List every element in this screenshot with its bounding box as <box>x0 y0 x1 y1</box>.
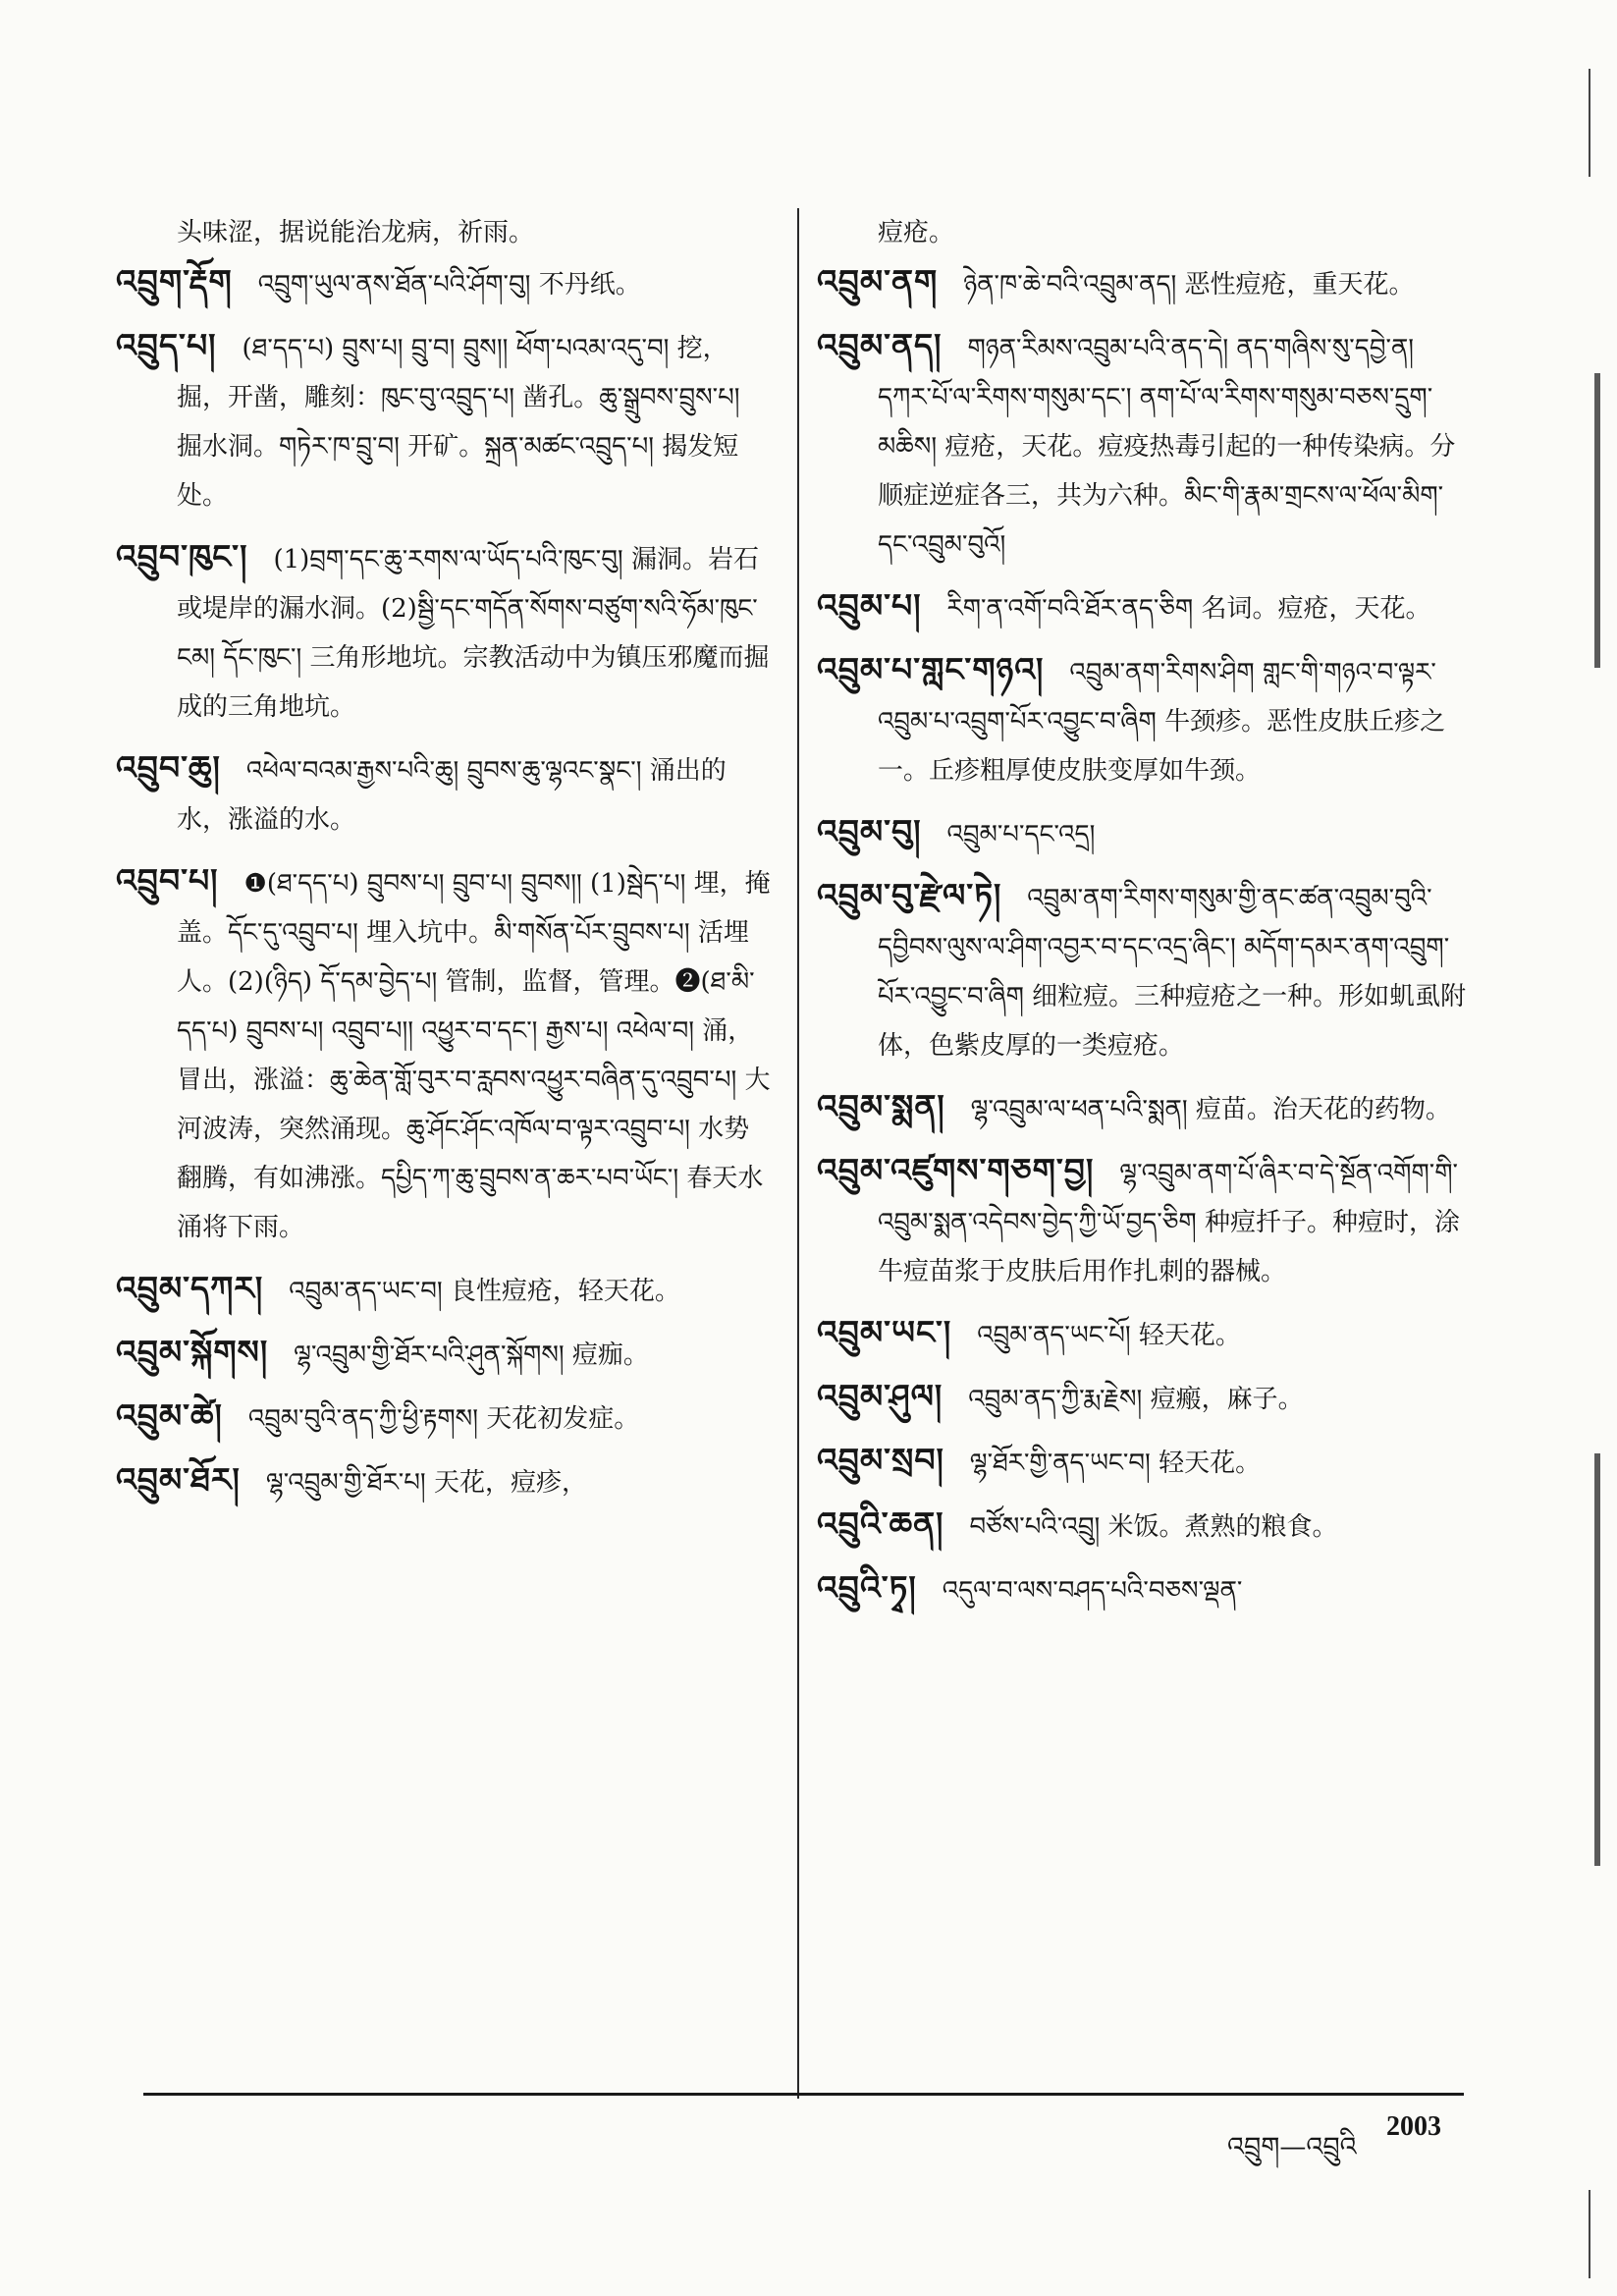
headword: འབྲུམ་འཛུགས་གཅག་བྱ། <box>817 1151 1095 1189</box>
definition: འབྲུམ་ནད་ཀྱི་རྨ་རྗེས། 痘瘢，麻子。 <box>968 1385 1304 1414</box>
scan-edge-mark <box>1594 373 1600 668</box>
page-number: 2003 <box>1386 2111 1441 2142</box>
column-divider <box>797 208 799 2099</box>
scan-edge-mark <box>1589 69 1590 177</box>
definition: ཉེན་ཁ་ཆེ་བའི་འབྲུམ་ནད། 恶性痘疮，重天花。 <box>963 270 1415 300</box>
definition: འབྲུམ་ནད་ཡང་པོ། 轻天花。 <box>977 1321 1241 1350</box>
definition: འབྲུམ་ནག་རིགས་ཤིག གླང་གི་གཉའ་བ་ལྟར་འབྲུམ་པ་འབྲུག་པོར་འབྱུང་བ་ཞིག 牛颈疹。恶性皮肤丘疹之一。丘疹粗厚使皮肤变厚如牛颈。 <box>878 658 1446 786</box>
dictionary-entry <box>116 321 772 520</box>
dictionary-entry <box>116 257 772 309</box>
definition: འབྲུག་ཡུལ་ནས་ཐོན་པའི་ཤོག་བུ། 不丹纸。 <box>257 270 641 300</box>
definition: གཉན་རིམས་འབྲུམ་པའི་ནད་དེ། ནད་གཞིས་སུ་དབྱེ་ན། དཀར་པོ་ལ་རིགས་གསུམ་དང་། ནག་པོ་ལ་རིགས་གསུམ་བཅས་དྲུག་མཆིས། 痘疮，天花。痘疫热毒引起的一种传染病。分顺症逆症各三，共为六种。མིང་གི་རྣམ་གྲངས་ལ་ཕོལ་མིག་དང་འབྲུམ་བུའོ། <box>878 334 1456 560</box>
definition: ལྷ་འབྲུམ་གྱི་ཐོར་པ། 天花，痘疹， <box>265 1468 587 1498</box>
definition: འབྲུམ་པ་དང་འདྲ། <box>946 820 1096 849</box>
dictionary-entry <box>817 645 1473 795</box>
headword: འབྲུམ་ཐོར། <box>116 1460 241 1499</box>
dictionary-entry <box>817 257 1473 309</box>
continuation-text: 头味涩，据说能治龙病，祈雨。 <box>177 218 535 247</box>
running-head: འབྲུག—འབྲུའི <box>1227 2132 1357 2162</box>
headword: འབྲུམ་ཡང་། <box>817 1313 952 1351</box>
footer-rule <box>143 2093 1464 2096</box>
definition: བཙོས་པའི་འབྲུ། 米饭。煮熟的粮食。 <box>969 1512 1338 1542</box>
definition: རིག་ན་འགོ་བའི་ཐོར་ནད་ཅིག 名词。痘疮，天花。 <box>946 594 1431 624</box>
dictionary-entry <box>817 581 1473 633</box>
definition: འདུལ་བ་ལས་བཤད་པའི་བཅས་ལྡན་ <box>942 1576 1243 1606</box>
headword: འབྲུམ་ཚེ། <box>116 1396 223 1435</box>
headword: འབྲུམ་བུ། <box>817 812 922 850</box>
headword: འབྲུབ་པ། <box>116 861 219 900</box>
definition: (ཐ་དད་པ) བྲུས་པ། བྲུ་བ། བྲུས།། ཕོག་པའམ་འདུ་བ། 挖，掘，开凿，雕刻：ཁུང་བུ་འབྲུད་པ། 凿孔。ཆུ་སྒྲུབས་བྲུས་པ། 掘水洞。གཏེར་ཁ་བྲུ་བ། 开矿。སྐྲན་མཚང་འབྲུད་པ། 揭发短处。 <box>177 334 740 511</box>
headword: འབྲུམ་སྲབ། <box>817 1441 944 1479</box>
definition: འབྲུམ་ནད་ཡང་བ། 良性痘疮，轻天花。 <box>289 1277 680 1306</box>
dictionary-entry <box>817 1308 1473 1360</box>
dictionary-entry <box>116 1392 772 1444</box>
headword: འབྲུམ་པ། <box>817 586 922 625</box>
scan-edge-mark <box>1594 1453 1600 1866</box>
definition: འཕེལ་བའམ་རྒྱས་པའི་ཆུ། བྲུབས་ཆུ་ལྷའང་སྣང་། 涌出的水，涨溢的水。 <box>177 756 727 835</box>
headword: འབྲུའི་ཆན། <box>817 1504 944 1543</box>
headword: འབྲུམ་དཀར། <box>116 1269 264 1307</box>
definition: ལྷ་འབྲུམ་ལ་ཕན་པའི་སྨན། 痘苗。治天花的药物。 <box>970 1095 1451 1124</box>
headword: འབྲུབ་ཆུ། <box>116 748 221 787</box>
dictionary-entry <box>817 807 1473 859</box>
definition: ལྷ་འབྲུམ་ནག་པོ་ཞིར་བ་དེ་སྔོན་འགོག་གི་འབྲུམ་སྨན་འདེབས་བྱེད་ཀྱི་ཡོ་བྱད་ཅིག 种痘扦子。种痘时，涂牛痘苗浆于皮肤后用作扎刺的器械。 <box>878 1159 1460 1286</box>
dictionary-entry <box>817 1436 1473 1488</box>
dictionary-entry <box>817 871 1473 1070</box>
definition: ལྷ་ཐོར་གྱི་ནད་ཡང་བ། 轻天花。 <box>969 1449 1262 1478</box>
dictionary-entry <box>817 1082 1473 1134</box>
definition: (1)བྲག་དང་ཆུ་རགས་ལ་ཡོད་པའི་ཁུང་བུ། 漏洞。岩石或堤岸的漏水洞。(2)སྦྱི་དང་གདོན་སོགས་བཙུག་སའི་ཧོམ་ཁུང་ངམ། དོང་ཁུང་། 三角形地坑。宗教活动中为镇压邪魔而掘成的三角地坑。 <box>177 545 770 722</box>
headword: འབྲུམ་ནག <box>817 262 939 301</box>
headword: འབྲུད་པ། <box>116 326 217 364</box>
dictionary-entry <box>116 532 772 732</box>
headword: འབྲུག་རྡོག <box>116 262 233 301</box>
headword: འབྲུམ་ནད། <box>817 326 943 364</box>
dictionary-entry <box>116 1264 772 1316</box>
definition: འབྲུམ་བུའི་ནད་ཀྱི་ཕྱི་རྟགས། 天花初发症。 <box>247 1404 640 1434</box>
headword: འབྲུམ་སྨན། <box>817 1087 945 1125</box>
headword: འབྲུབ་ཁུང་། <box>116 537 248 575</box>
headword: འབྲུའི་ཏྭ། <box>817 1568 917 1607</box>
headword: འབྲུམ་བུ་རྫེལ་ཏེ། <box>817 876 1002 914</box>
right-column <box>817 208 1473 1615</box>
dictionary-entry <box>116 1455 772 1507</box>
dictionary-entry <box>116 743 772 845</box>
dictionary-entry <box>817 1500 1473 1552</box>
dictionary-entry <box>817 1563 1473 1615</box>
dictionary-entry <box>116 856 772 1252</box>
left-column <box>116 208 772 1507</box>
continuation-text: 痘疮。 <box>878 218 955 247</box>
headword: འབྲུམ་པ་གླང་གཉའ། <box>817 650 1045 688</box>
dictionary-entry <box>116 1328 772 1380</box>
definition: ❶(ཐ་དད་པ) བྲུབས་པ། བྲུབ་པ། བྲུབས།། (1)སྦེད་པ། 埋，掩盖。དོང་དུ་འབྲུབ་པ། 埋入坑中。མི་གསོན་པོར་བྲུབས་པ། 活埋人。(2)(ཉིད) དོ་དམ་བྱེད་པ། 管制，监督，管理。❷(ཐ་མི་དད་པ) བྲུབས་པ། འབྲུབ་པ།། འཕྱུར་བ་དང་། རྒྱས་པ། འཕེལ་བ། 涌，冒出，涨溢：ཆུ་ཆེན་གློ་བུར་བ་རླབས་འཕྱུར་བཞིན་དུ་འབྲུབ་པ། 大河波涛，突然涌现。ཆུ་ཤོང་ཤོང་འཁོལ་བ་ལྟར་འབྲུབ་པ། 水势翻腾，有如沸涨。དཔྱིད་ཀ་ཆུ་བྲུབས་ན་ཆར་པབ་ཡོང་། 春天水涌将下雨。 <box>177 869 771 1242</box>
dictionary-entry <box>817 321 1473 570</box>
definition: འབྲུམ་ནག་རིགས་གསུམ་གྱི་ནང་ཚན་འབྲུམ་བུའི་དབྱིབས་ལུས་ལ་ཤིག་འབྱར་བ་དང་འདྲ་ཞིང་། མདོག་དམར་ནག་འབྲུག་པོར་འབྱུང་བ་ཞིག 细粒痘。三种痘疮之一种。形如虮虱附体，色紫皮厚的一类痘疮。 <box>878 884 1467 1061</box>
headword: འབྲུམ་སྐོགས། <box>116 1333 269 1371</box>
headword: འབྲུམ་ཤུལ། <box>817 1377 943 1415</box>
dictionary-entry <box>817 1146 1473 1296</box>
scan-edge-mark <box>1589 2190 1590 2278</box>
dictionary-entry <box>817 1372 1473 1424</box>
definition: ལྷ་འབྲུམ་གྱི་ཐོར་པའི་ཤུན་སྐོགས། 痘痂。 <box>294 1340 649 1370</box>
